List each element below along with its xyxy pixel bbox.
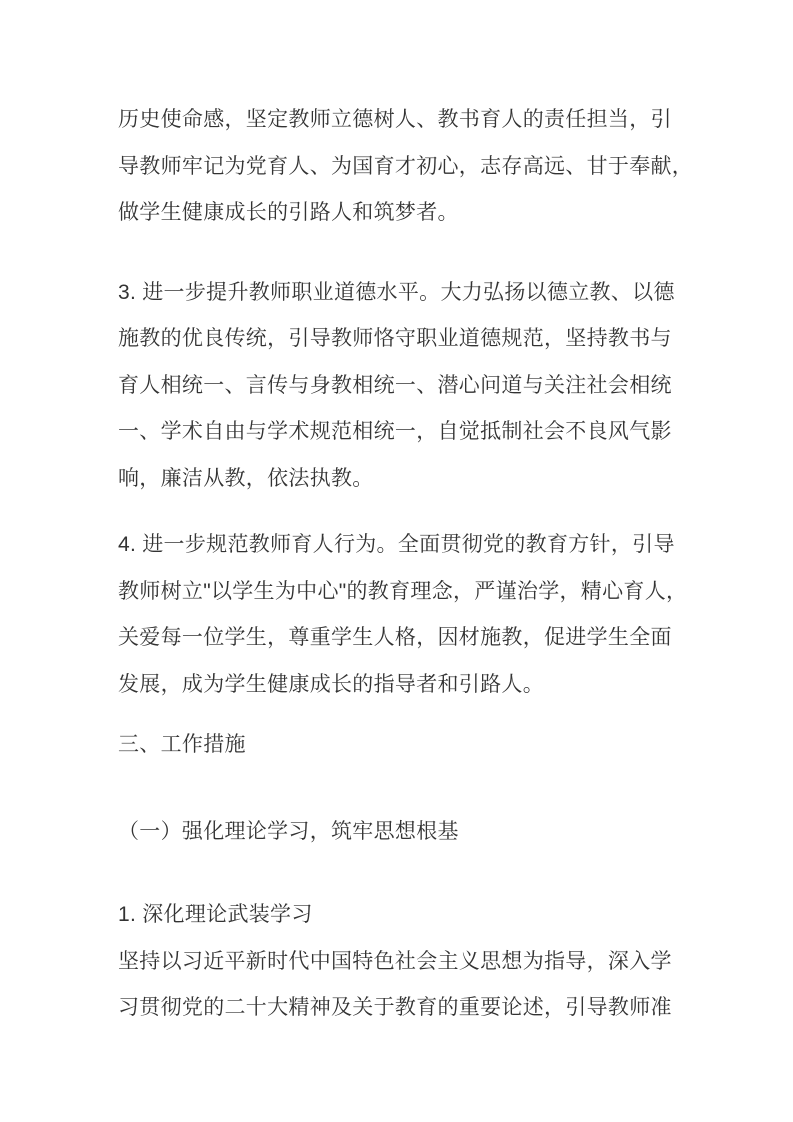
text-line: 关爱每一位学生，尊重学生人格，因材施教，促进学生全面 — [118, 626, 672, 649]
text-line: 一、学术自由与学术规范相统一，自觉抵制社会不良风气影 — [118, 420, 672, 443]
text-line: 施教的优良传统，引导教师恪守职业道德规范，坚持教书与 — [118, 327, 672, 350]
text-line: 3. 进一步提升教师职业道德水平。大力弘扬以德立教、以德 — [118, 280, 675, 304]
text-line: 做学生健康成长的引路人和筑梦者。 — [118, 201, 459, 224]
paragraph — [118, 270, 684, 503]
text-line: 发展，成为学生健康成长的指导者和引路人。 — [118, 672, 544, 696]
text-line: 育人相统一、言传与身教相统一、潜心问道与关注社会相统 — [118, 373, 672, 397]
text-line: 响，廉洁从教，依法执教。 — [118, 466, 374, 490]
text-line: 习贯彻党的二十大精神及关于教育的重要论述，引导教师准 — [118, 996, 672, 1019]
paragraph — [118, 522, 688, 708]
paragraph — [118, 97, 694, 237]
text-line: 导教师牢记为党育人、为国育才初心，志存高远、甘于奉献， — [118, 154, 694, 178]
text-line: 三、工作措施 — [118, 733, 246, 756]
document-content — [118, 97, 694, 1032]
text-line: 4. 进一步规范教师育人行为。全面贯彻党的教育方针，引导 — [118, 533, 675, 556]
text-line: 坚持以习近平新时代中国特色社会主义思想为指导，深入学 — [118, 949, 672, 973]
text-line: 教师树立"以学生为中心"的教育理念，严谨治学，精心育人， — [118, 579, 688, 603]
text-line: 历史使命感，坚定教师立德树人、教书育人的责任担当，引 — [118, 108, 672, 131]
heading — [118, 809, 684, 856]
text-line: 1. 深化理论武装学习 — [118, 903, 313, 926]
heading — [118, 722, 684, 769]
text-line: （一）强化理论学习，筑牢思想根基 — [118, 819, 459, 843]
paragraph — [118, 892, 684, 1032]
